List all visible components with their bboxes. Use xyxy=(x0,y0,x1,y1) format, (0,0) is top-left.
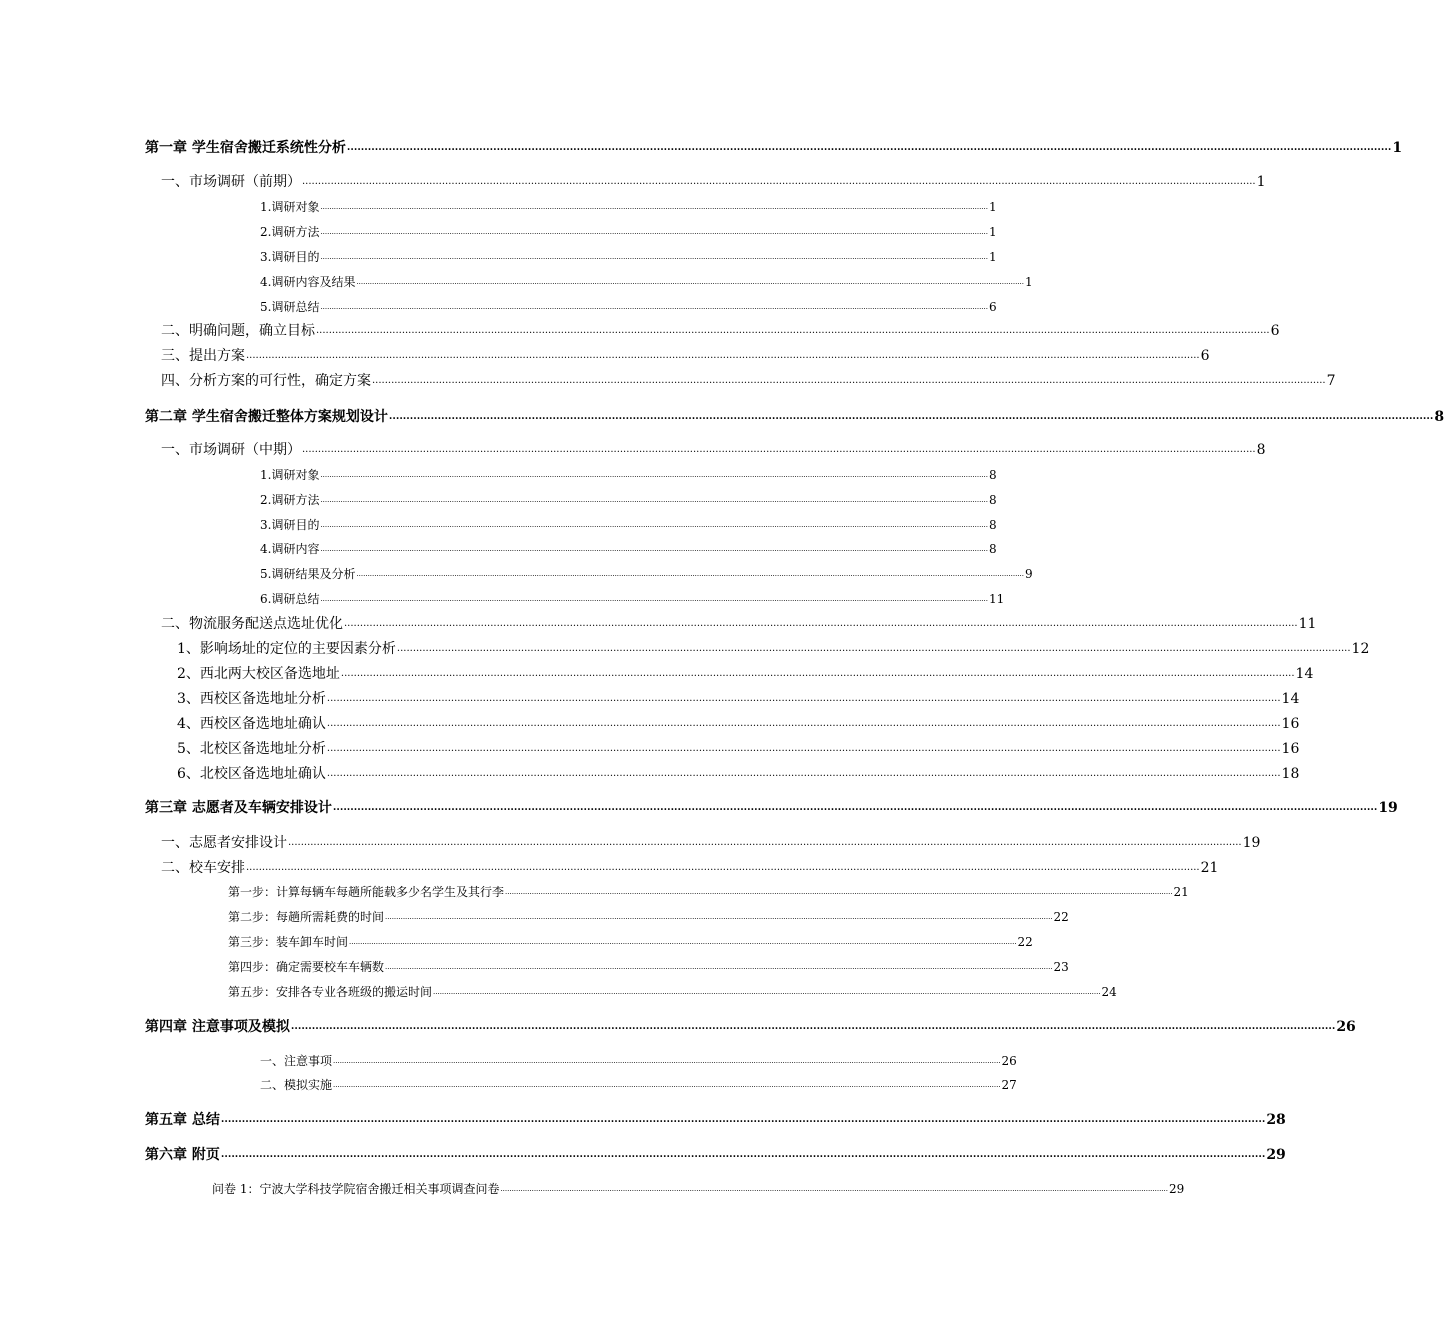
toc-subsection[interactable] xyxy=(228,984,1117,1000)
toc-page-number: 1 xyxy=(1024,275,1033,289)
toc-chapter-2[interactable] xyxy=(145,408,1444,426)
toc-section[interactable] xyxy=(177,640,1370,658)
dot-leader: ............................................................................................................................................................................................................................................................................................................ xyxy=(220,1149,1266,1160)
dot-leader: ............................................................................................................................................................................................................................................................................................................ xyxy=(320,545,988,553)
toc-label: 6、北校区备选地址确认 xyxy=(177,766,326,782)
dot-leader: ............................................................................................................................................................................................................................................................................................................ xyxy=(320,303,988,311)
toc-page-number: 14 xyxy=(1295,666,1314,682)
toc-label: 第二章 学生宿舍搬迁整体方案规划设计 xyxy=(145,409,388,425)
toc-subsection[interactable] xyxy=(260,467,997,483)
toc-page-number: 8 xyxy=(988,468,997,482)
dot-leader: ............................................................................................................................................................................................................................................................................................................ xyxy=(326,768,1281,779)
dot-leader: ............................................................................................................................................................................................................................................................................................................ xyxy=(320,228,988,236)
toc-label: 1.调研对象 xyxy=(260,200,320,214)
toc-subsection[interactable] xyxy=(260,1077,1017,1093)
toc-label: 一、志愿者安排设计 xyxy=(161,835,287,851)
toc-subsection[interactable] xyxy=(260,199,997,215)
toc-subsection[interactable] xyxy=(228,909,1069,925)
toc-page-number: 21 xyxy=(1173,885,1189,899)
toc-page-number: 14 xyxy=(1281,691,1300,707)
toc-label: 3、西校区备选地址分析 xyxy=(177,691,326,707)
dot-leader: ............................................................................................................................................................................................................................................................................................................ xyxy=(346,142,1392,153)
toc-page-number: 28 xyxy=(1266,1112,1286,1128)
toc-page-number: 16 xyxy=(1281,741,1300,757)
toc-subsection[interactable] xyxy=(260,541,997,557)
toc-section[interactable] xyxy=(161,834,1261,852)
toc-label: 第六章 附页 xyxy=(145,1147,220,1163)
dot-leader: ............................................................................................................................................................................................................................................................................................................ xyxy=(505,888,1173,896)
toc-label: 4.调研内容 xyxy=(260,542,320,556)
toc-page-number: 8 xyxy=(988,542,997,556)
toc-page-number: 9 xyxy=(1024,567,1033,581)
toc-page-number: 21 xyxy=(1200,860,1219,876)
toc-label: 一、注意事项 xyxy=(260,1054,333,1068)
dot-leader: ............................................................................................................................................................................................................................................................................................................ xyxy=(500,1185,1168,1193)
dot-leader: ............................................................................................................................................................................................................................................................................................................ xyxy=(302,176,1256,187)
dot-leader: ............................................................................................................................................................................................................................................................................................................ xyxy=(332,802,1378,813)
toc-label: 1、影响场址的定位的主要因素分析 xyxy=(177,641,396,657)
toc-page-number: 8 xyxy=(1434,409,1444,425)
dot-leader: ............................................................................................................................................................................................................................................................................................................ xyxy=(302,444,1256,455)
toc-page-number: 23 xyxy=(1053,960,1069,974)
toc-section[interactable] xyxy=(177,765,1300,783)
toc-label: 4.调研内容及结果 xyxy=(260,275,356,289)
toc-subsection[interactable] xyxy=(228,884,1189,900)
toc-page-number: 6 xyxy=(1270,323,1280,339)
toc-label: 5.调研总结 xyxy=(260,300,320,314)
toc-section[interactable] xyxy=(177,690,1300,708)
toc-chapter-1[interactable] xyxy=(145,139,1403,157)
dot-leader: ............................................................................................................................................................................................................................................................................................................ xyxy=(320,595,988,603)
dot-leader: ............................................................................................................................................................................................................................................................................................................ xyxy=(433,988,1101,996)
toc-page-number: 1 xyxy=(1256,174,1266,190)
toc-subsection[interactable] xyxy=(260,1053,1017,1069)
dot-leader: ............................................................................................................................................................................................................................................................................................................ xyxy=(385,913,1053,921)
toc-section[interactable] xyxy=(161,441,1266,459)
toc-section[interactable] xyxy=(161,322,1280,340)
toc-label: 一、市场调研（前期） xyxy=(161,174,301,190)
toc-page-number: 6 xyxy=(1200,348,1210,364)
toc-label: 4、西校区备选地址确认 xyxy=(177,716,326,732)
toc-label: 5、北校区备选地址分析 xyxy=(177,741,326,757)
toc-page-number: 1 xyxy=(1392,140,1403,156)
dot-leader: ............................................................................................................................................................................................................................................................................................................ xyxy=(326,743,1281,754)
toc-label: 二、明确问题，确立目标 xyxy=(161,323,315,339)
toc-chapter-6[interactable] xyxy=(145,1146,1286,1164)
dot-leader: ............................................................................................................................................................................................................................................................................................................ xyxy=(290,1021,1336,1032)
toc-label: 第三步：装车卸车时间 xyxy=(228,935,349,949)
toc-section[interactable] xyxy=(161,372,1336,390)
dot-leader: ............................................................................................................................................................................................................................................................................................................ xyxy=(349,938,1017,946)
toc-subsection[interactable] xyxy=(212,1181,1185,1197)
dot-leader: ............................................................................................................................................................................................................................................................................................................ xyxy=(356,570,1024,578)
toc-page-number: 29 xyxy=(1168,1182,1185,1196)
toc-section[interactable] xyxy=(161,859,1219,877)
toc-subsection[interactable] xyxy=(260,224,997,240)
toc-page-number: 11 xyxy=(1298,616,1317,632)
toc-page-number: 7 xyxy=(1326,373,1336,389)
toc-subsection[interactable] xyxy=(260,274,1033,290)
toc-page-number: 1 xyxy=(988,200,997,214)
toc-subsection[interactable] xyxy=(228,934,1033,950)
dot-leader: ............................................................................................................................................................................................................................................................................................................ xyxy=(344,618,1298,629)
dot-leader: ............................................................................................................................................................................................................................................................................................................ xyxy=(396,643,1351,654)
dot-leader: ............................................................................................................................................................................................................................................................................................................ xyxy=(288,837,1242,848)
toc-page-number: 29 xyxy=(1266,1147,1286,1163)
toc-page-number: 24 xyxy=(1101,985,1117,999)
toc-subsection[interactable] xyxy=(260,492,997,508)
dot-leader: ............................................................................................................................................................................................................................................................................................................ xyxy=(388,411,1434,422)
toc-chapter-5[interactable] xyxy=(145,1111,1286,1129)
toc-section[interactable] xyxy=(177,665,1314,683)
dot-leader: ............................................................................................................................................................................................................................................................................................................ xyxy=(320,203,988,211)
dot-leader: ............................................................................................................................................................................................................................................................................................................ xyxy=(333,1057,1001,1065)
dot-leader: ............................................................................................................................................................................................................................................................................................................ xyxy=(320,471,988,479)
toc-label: 一、市场调研（中期） xyxy=(161,442,301,458)
toc-label: 第四步：确定需要校车车辆数 xyxy=(228,960,385,974)
toc-subsection[interactable] xyxy=(228,959,1069,975)
dot-leader: ............................................................................................................................................................................................................................................................................................................ xyxy=(320,496,988,504)
toc-label: 6.调研总结 xyxy=(260,592,320,606)
toc-section[interactable] xyxy=(161,347,1210,365)
toc-label: 问卷 1：宁波大学科技学院宿舍搬迁相关事项调查问卷 xyxy=(212,1182,500,1196)
toc-page-number: 11 xyxy=(988,592,1005,606)
toc-page-number: 19 xyxy=(1242,835,1261,851)
toc-section[interactable] xyxy=(161,173,1266,191)
toc-subsection[interactable] xyxy=(260,299,997,315)
toc-chapter-4[interactable] xyxy=(145,1018,1356,1036)
toc-label: 第二步：每趟所需耗费的时间 xyxy=(228,910,385,924)
toc-label: 三、提出方案 xyxy=(161,348,245,364)
toc-page-number: 1 xyxy=(988,225,997,239)
toc-page-number: 22 xyxy=(1053,910,1069,924)
toc-chapter-3[interactable] xyxy=(145,799,1398,817)
toc-label: 2、西北两大校区备选地址 xyxy=(177,666,340,682)
toc-label: 3.调研目的 xyxy=(260,518,320,532)
dot-leader: ............................................................................................................................................................................................................................................................................................................ xyxy=(220,1114,1266,1125)
toc-section[interactable] xyxy=(177,715,1300,733)
dot-leader: ............................................................................................................................................................................................................................................................................................................ xyxy=(326,693,1281,704)
toc-page-number: 27 xyxy=(1001,1078,1017,1092)
dot-leader: ............................................................................................................................................................................................................................................................................................................ xyxy=(246,862,1200,873)
toc-subsection[interactable] xyxy=(260,591,1005,607)
toc-label: 二、模拟实施 xyxy=(260,1078,333,1092)
toc-page-number: 1 xyxy=(988,250,997,264)
dot-leader: ............................................................................................................................................................................................................................................................................................................ xyxy=(385,963,1053,971)
toc-page-number: 8 xyxy=(988,493,997,507)
toc-page-number: 26 xyxy=(1001,1054,1017,1068)
toc-label: 2.调研方法 xyxy=(260,225,320,239)
toc-label: 3.调研目的 xyxy=(260,250,320,264)
dot-leader: ............................................................................................................................................................................................................................................................................................................ xyxy=(340,668,1295,679)
toc-label: 第五步：安排各专业各班级的搬运时间 xyxy=(228,985,433,999)
toc-section[interactable] xyxy=(161,615,1317,633)
dot-leader: ............................................................................................................................................................................................................................................................................................................ xyxy=(320,521,988,529)
toc-label: 第五章 总结 xyxy=(145,1112,220,1128)
toc-section[interactable] xyxy=(177,740,1300,758)
toc-label: 二、校车安排 xyxy=(161,860,245,876)
toc-label: 第一章 学生宿舍搬迁系统性分析 xyxy=(145,140,346,156)
toc-page-number: 8 xyxy=(988,518,997,532)
toc-label: 1.调研对象 xyxy=(260,468,320,482)
toc-subsection[interactable] xyxy=(260,517,997,533)
toc-page-number: 22 xyxy=(1017,935,1033,949)
toc-page-number: 19 xyxy=(1378,800,1398,816)
toc-page-number: 6 xyxy=(988,300,997,314)
dot-leader: ............................................................................................................................................................................................................................................................................................................ xyxy=(356,278,1024,286)
dot-leader: ............................................................................................................................................................................................................................................................................................................ xyxy=(326,718,1281,729)
toc-page-number: 18 xyxy=(1281,766,1300,782)
toc-label: 5.调研结果及分析 xyxy=(260,567,356,581)
toc-page-number: 16 xyxy=(1281,716,1300,732)
dot-leader: ............................................................................................................................................................................................................................................................................................................ xyxy=(316,325,1270,336)
dot-leader: ............................................................................................................................................................................................................................................................................................................ xyxy=(333,1081,1001,1089)
toc-page-number: 12 xyxy=(1351,641,1370,657)
toc-subsection[interactable] xyxy=(260,566,1033,582)
dot-leader: ............................................................................................................................................................................................................................................................................................................ xyxy=(320,253,988,261)
dot-leader: ............................................................................................................................................................................................................................................................................................................ xyxy=(246,350,1200,361)
toc-label: 四、分析方案的可行性，确定方案 xyxy=(161,373,371,389)
toc-label: 第四章 注意事项及模拟 xyxy=(145,1019,290,1035)
toc-label: 第一步：计算每辆车每趟所能载多少名学生及其行李 xyxy=(228,885,505,899)
dot-leader: ............................................................................................................................................................................................................................................................................................................ xyxy=(372,375,1326,386)
toc-label: 2.调研方法 xyxy=(260,493,320,507)
toc-label: 第三章 志愿者及车辆安排设计 xyxy=(145,800,332,816)
toc-page-number: 26 xyxy=(1336,1019,1356,1035)
toc-subsection[interactable] xyxy=(260,249,997,265)
toc-page-number: 8 xyxy=(1256,442,1266,458)
toc-label: 二、物流服务配送点选址优化 xyxy=(161,616,343,632)
